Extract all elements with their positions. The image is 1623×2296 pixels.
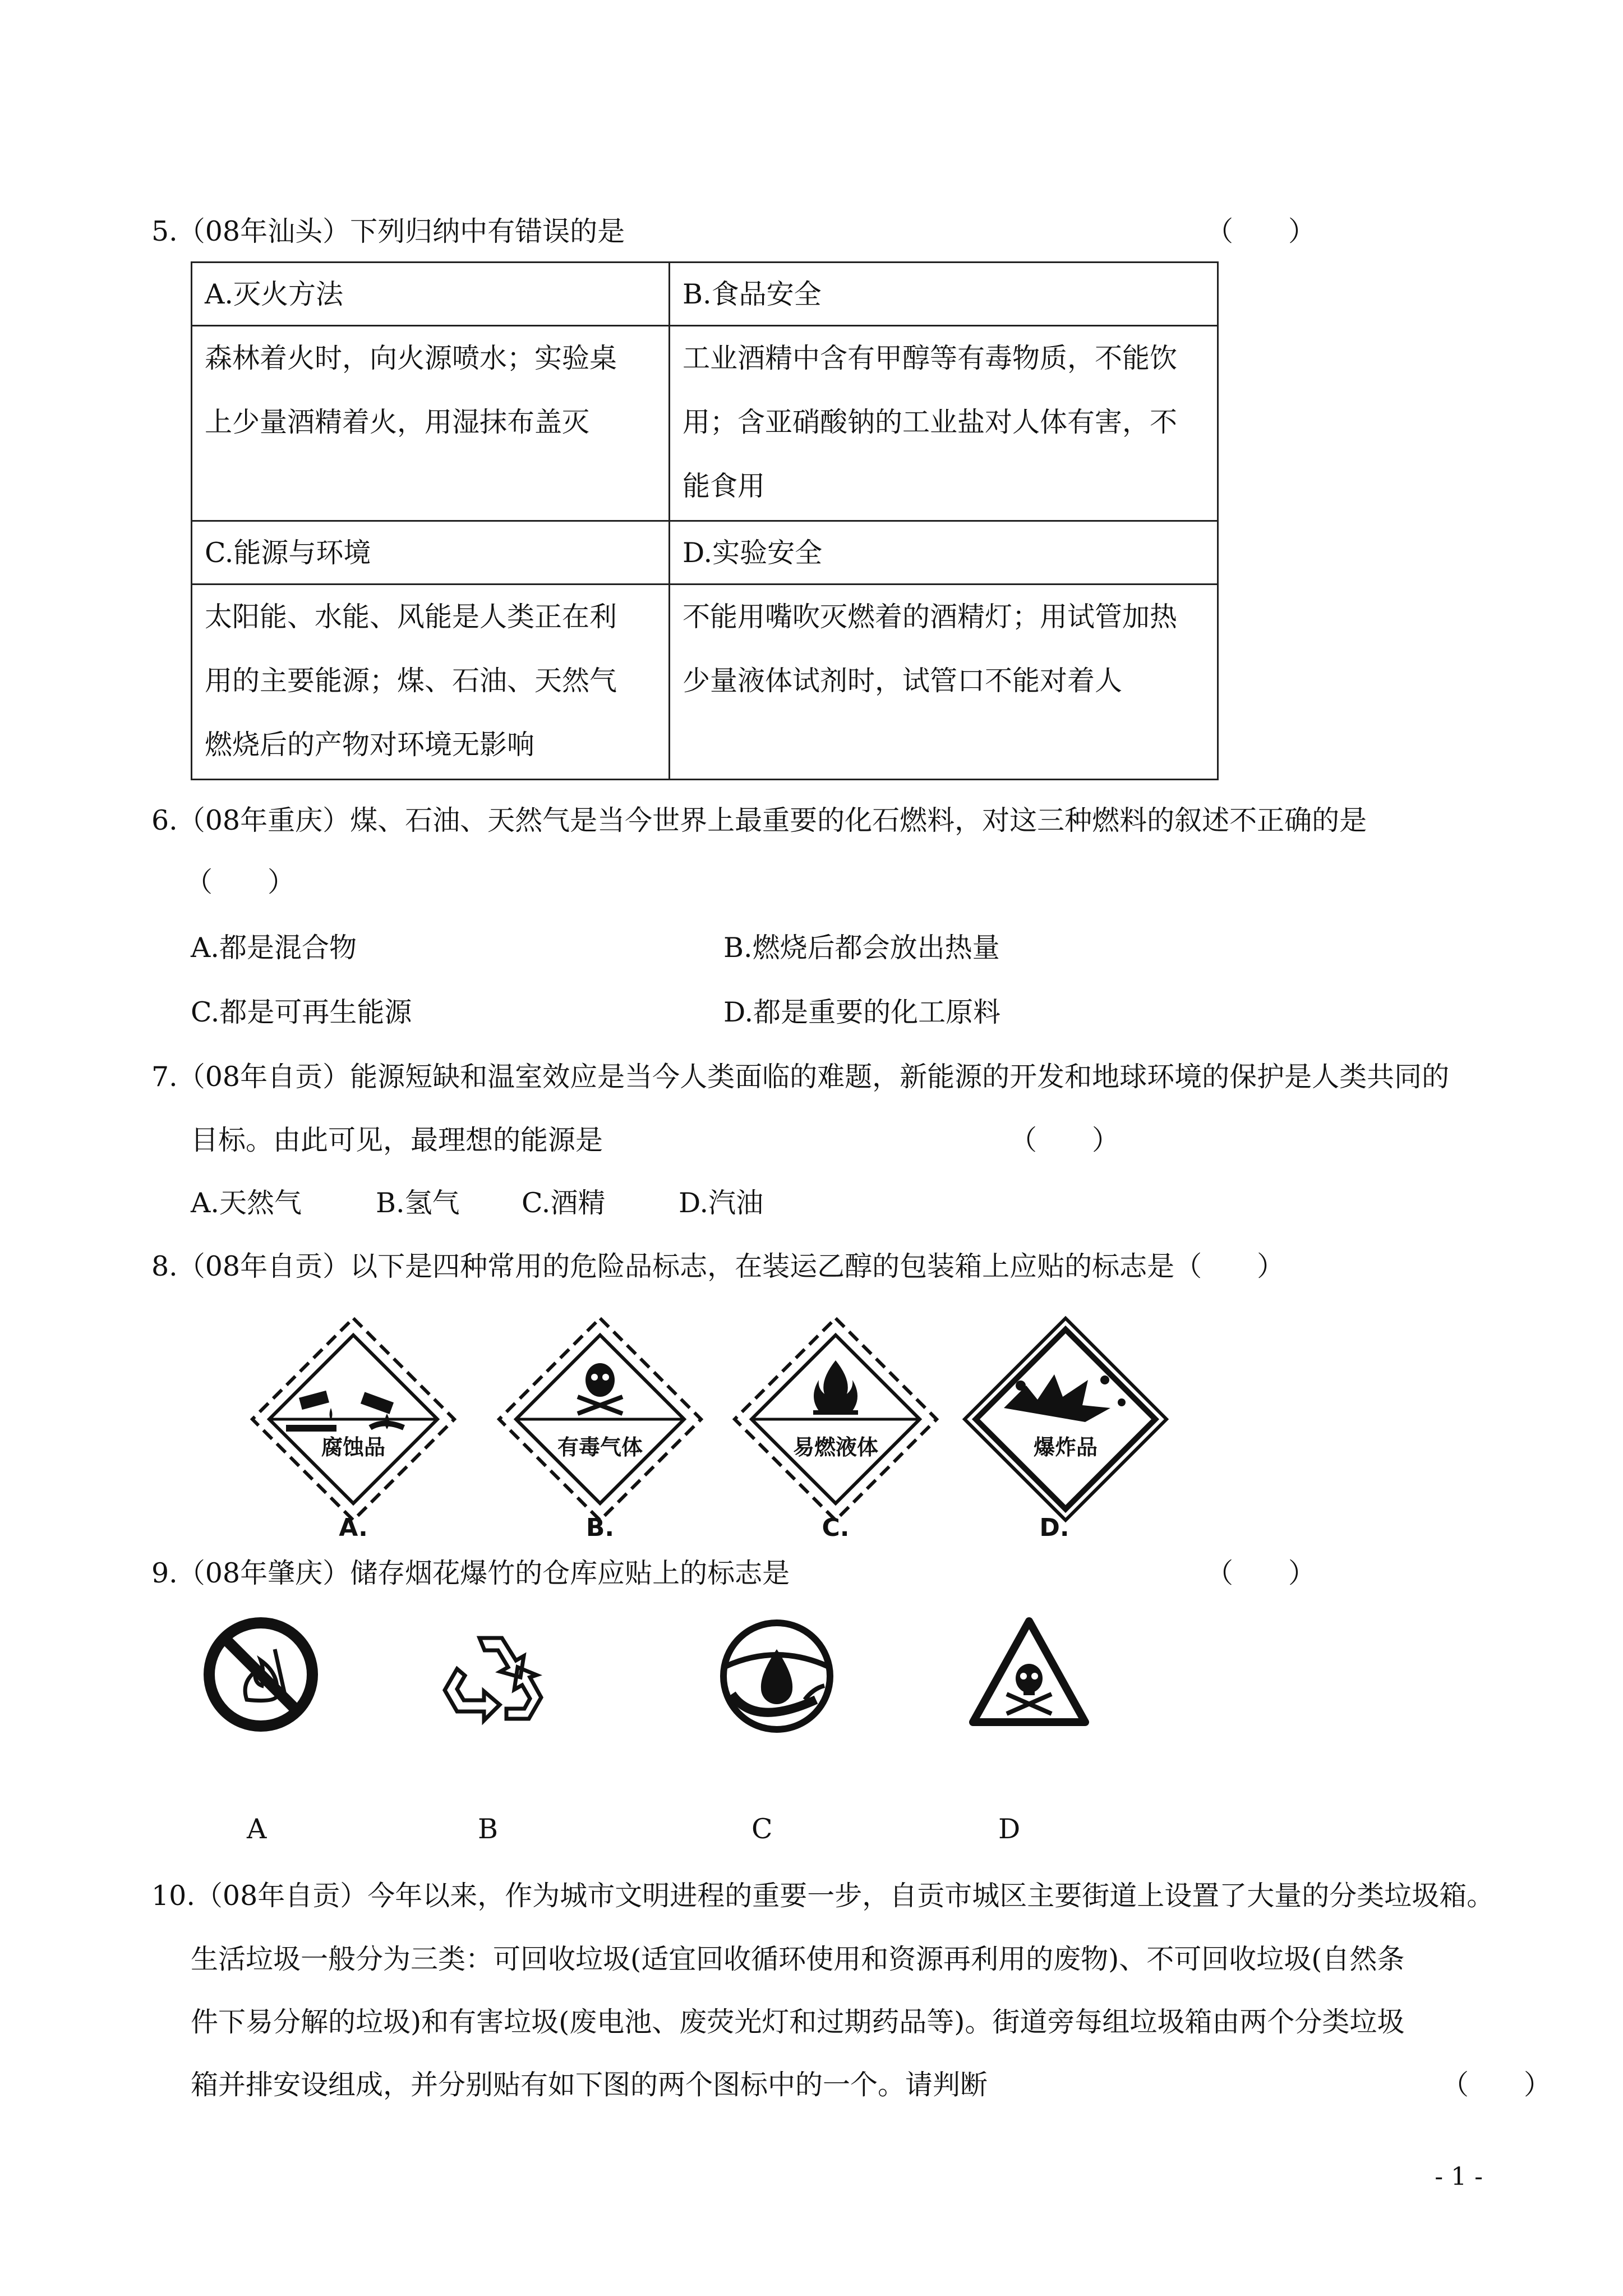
- q5-cell-d-body: [670, 585, 1218, 780]
- sign-label: 易燃液体: [792, 1435, 879, 1460]
- q5-b-line: 用；含亚硝酸钠的工业盐对人体有害，不: [683, 406, 1178, 438]
- q8-stem: 8.（08年自贡）以下是四种常用的危险品标志，在装运乙醇的包装箱上应贴的标志是（ ）: [151, 1250, 1285, 1282]
- q5-cell-a-head: A.灭火方法: [192, 263, 670, 326]
- q5-a-line: 森林着火时，向火源喷水；实验桌: [205, 342, 617, 374]
- q6-option-d: D.都是重要的化工原料: [723, 996, 1001, 1028]
- q6-answer-paren: （ ）: [185, 866, 296, 898]
- toxic-gas-icon: [494, 1313, 707, 1537]
- recycle-sign: [432, 1616, 555, 1733]
- q5-d-line: 少量液体试剂时，试管口不能对着人: [683, 665, 1123, 697]
- hazard-sign-b: [494, 1313, 707, 1537]
- q7-stem-line2: 目标。由此可见，最理想的能源是: [191, 1124, 603, 1156]
- no-fire-icon: [202, 1616, 320, 1733]
- q9-label-b: B: [478, 1813, 499, 1845]
- sign-letter: C.: [822, 1513, 850, 1537]
- q7-stem-line1: 7.（08年自贡）能源短缺和温室效应是当今人类面临的难题，新能源的开发和地球环境的保护是人类共同的: [151, 1061, 1450, 1093]
- sign-label: 有毒气体: [557, 1435, 643, 1460]
- hazard-sign-c: [729, 1313, 942, 1537]
- hazard-sign-d: [959, 1313, 1172, 1537]
- page-number: - 1 -: [1435, 2162, 1483, 2191]
- q10-line3: 件下易分解的垃圾)和有害垃圾(废电池、废荧光灯和过期药品等)。街道旁每组垃圾箱由两个分类垃圾: [191, 2006, 1405, 2038]
- q5-d-line: 不能用嘴吹灭燃着的酒精灯；用试管加热: [683, 601, 1178, 633]
- no-fire-sign: [202, 1616, 320, 1733]
- sign-letter: B.: [585, 1513, 615, 1537]
- corrosive-icon: [247, 1313, 460, 1537]
- q6-stem: 6.（08年重庆）煤、石油、天然气是当今世界上最重要的化石燃料，对这三种燃料的叙述不正确的是: [151, 804, 1367, 836]
- q9-label-c: C: [751, 1813, 773, 1845]
- q5-a-line: 上少量酒精着火，用湿抹布盖灭: [205, 406, 590, 438]
- sign-label: 腐蚀品: [321, 1435, 386, 1460]
- q5-stem: 5.（08年汕头）下列归纳中有错误的是: [151, 215, 625, 247]
- q5-c-line: 燃烧后的产物对环境无影响: [205, 729, 535, 761]
- q7-option-a: A.天然气: [191, 1187, 302, 1219]
- explosive-icon: [959, 1313, 1172, 1537]
- recycle-icon: [432, 1616, 555, 1733]
- q10-line2: 生活垃圾一般分为三类：可回收垃圾(适宜回收循环使用和资源再利用的废物)、不可回收垃圾(自然条: [191, 1943, 1405, 1975]
- sign-letter: D.: [1039, 1513, 1069, 1537]
- q5-cell-d-head: D.实验安全: [670, 521, 1218, 585]
- q10-line1: 10.（08年自贡）今年以来，作为城市文明进程的重要一步，自贡市城区主要街道上设置了大量的分类垃圾箱。: [151, 1880, 1495, 1912]
- q9-label-d: D: [998, 1813, 1021, 1845]
- sign-label: 爆炸品: [1033, 1435, 1098, 1460]
- q5-b-line: 工业酒精中含有甲醇等有毒物质，不能饮: [683, 342, 1178, 374]
- sign-letter: A.: [339, 1513, 368, 1537]
- q5-cell-c-body: [192, 585, 670, 780]
- q5-cell-b-head: B.食品安全: [670, 263, 1218, 326]
- q9-label-a: A: [247, 1813, 267, 1845]
- flammable-liquid-icon: [729, 1313, 942, 1537]
- q5-answer-paren: （ ）: [1206, 215, 1316, 247]
- q9-answer-paren: （ ）: [1206, 1557, 1316, 1589]
- q5-c-line: 用的主要能源；煤、石油、天然气: [205, 665, 617, 697]
- q10-line4: 箱并排安设组成，并分别贴有如下图的两个图标中的一个。请判断: [191, 2069, 988, 2101]
- skull-warning-icon: [967, 1616, 1091, 1733]
- q6-option-b: B.燃烧后都会放出热量: [723, 932, 1000, 964]
- q10-answer-paren: （ ）: [1441, 2069, 1552, 2101]
- q5-c-line: 太阳能、水能、风能是人类正在利: [205, 601, 617, 633]
- q7-option-b: B.氢气: [376, 1187, 460, 1219]
- water-saving-sign: [715, 1616, 838, 1736]
- q7-option-d: D.汽油: [679, 1187, 764, 1219]
- q7-answer-paren: （ ）: [1009, 1124, 1120, 1156]
- hazard-sign-a: [247, 1313, 460, 1537]
- q7-option-c: C.酒精: [522, 1187, 606, 1219]
- q5-cell-b-body: [670, 326, 1218, 521]
- q5-b-line: 能食用: [683, 470, 766, 502]
- q9-stem: 9.（08年肇庆）储存烟花爆竹的仓库应贴上的标志是: [151, 1557, 790, 1589]
- q5-cell-c-head: C.能源与环境: [192, 521, 670, 585]
- q6-option-c: C.都是可再生能源: [191, 996, 412, 1028]
- q6-option-a: A.都是混合物: [191, 932, 357, 964]
- q5-cell-a-body: [192, 326, 670, 521]
- q5-table: [191, 261, 1219, 780]
- water-drop-icon: [715, 1616, 838, 1736]
- poison-warning-sign: [967, 1616, 1091, 1733]
